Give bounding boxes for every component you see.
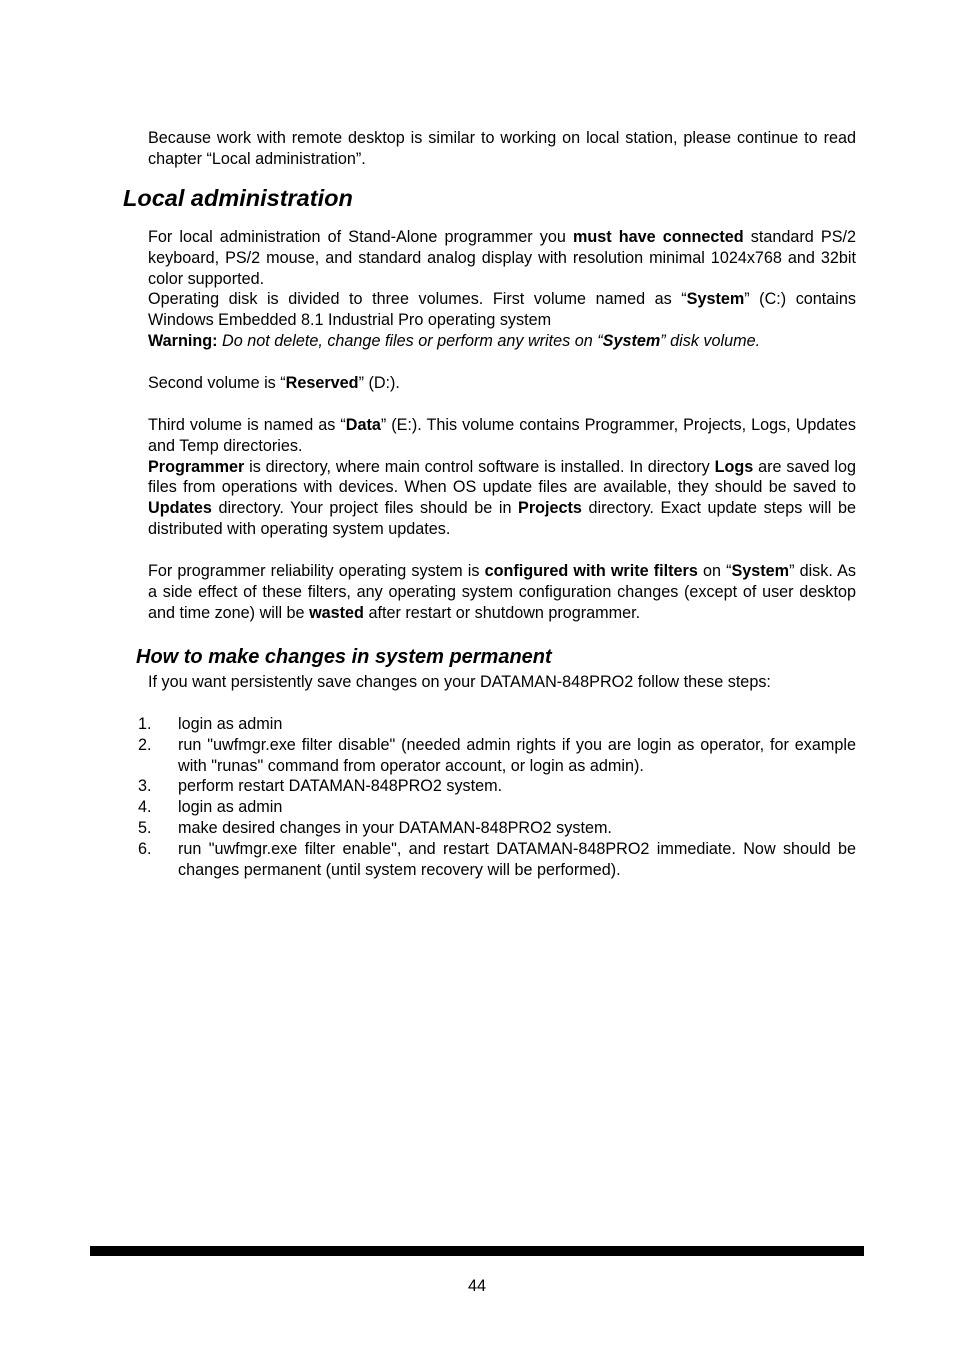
text-span: is directory, where main control software is installed. In directory — [244, 457, 715, 476]
footer-rule — [90, 1246, 864, 1256]
text-span: standard PS/2 keyboard, PS/2 mouse, and standard analog display with resolution minimal 1024x768 and 32bit color supported. — [148, 228, 856, 288]
text-span: on “ — [697, 562, 732, 580]
text-span: are saved log files from operations with devices. When OS update files are available, they should be saved to — [148, 457, 857, 497]
emphasis-data: Data — [345, 416, 381, 434]
emphasis-updates: Updates — [148, 499, 212, 518]
emphasis-logs: Logs — [714, 457, 754, 476]
step-text: login as admin — [178, 798, 283, 817]
emphasis-programmer: Programmer — [148, 457, 245, 476]
step-text: make desired changes in your DATAMAN-848PRO2 system. — [178, 818, 612, 837]
step-text: run "uwfmgr.exe filter disable" (needed admin rights if you are login as operator, for example with "runas" command from operator account, or login as admin). — [178, 735, 856, 775]
connection-requirements-paragraph — [148, 227, 856, 352]
emphasis-wasted: wasted — [309, 603, 364, 622]
step-number: 5. — [138, 818, 152, 837]
step-text: perform restart DATAMAN-848PRO2 system. — [178, 777, 503, 796]
steps-intro-paragraph — [148, 672, 856, 693]
emphasis-system: System — [731, 562, 790, 580]
step-number: 6. — [138, 839, 152, 858]
list-item — [138, 776, 856, 797]
text-span: directory. Your project files should be in — [211, 499, 519, 518]
text-span: directory. Exact update steps will be distributed with operating system updates. — [148, 499, 857, 538]
step-number: 2. — [138, 735, 152, 754]
warning-text — [218, 332, 761, 350]
text-span: For programmer reliability operating system is — [148, 562, 485, 580]
text-span: For local administration of Stand-Alone programmer you — [148, 228, 573, 246]
page-number: 44 — [467, 1277, 486, 1295]
emphasis-must-have-connected: must have connected — [572, 228, 744, 246]
subsection-heading-permanent-changes: How to make changes in system permanent — [136, 646, 552, 668]
intro-text: Because work with remote desktop is similar to working on local station, please continue to read chapter “Local administration”. — [148, 129, 856, 168]
emphasis-system: System — [602, 331, 661, 350]
emphasis-configured-with-write-filters: configured with write filters — [484, 562, 698, 580]
text-span: Second volume is “ — [148, 374, 286, 392]
second-volume-paragraph — [148, 373, 856, 394]
section-heading-local-administration: Local administration — [123, 185, 353, 211]
list-item — [138, 797, 856, 818]
text-span: after restart or shutdown programmer. — [363, 603, 641, 622]
step-text: run "uwfmgr.exe filter enable", and restart DATAMAN-848PRO2 immediate. Now should be changes permanent (until system recovery will be performed). — [178, 839, 856, 879]
text-span: ” disk. As a side effect of these filters, any operating system configuration changes (except of user desktop and time zone) will be — [148, 562, 856, 622]
list-item — [138, 839, 856, 881]
steps-list — [138, 714, 856, 880]
emphasis-reserved: Reserved — [285, 374, 359, 392]
text-span: ” (D:). — [358, 374, 400, 392]
step-number: 4. — [138, 798, 152, 817]
text-span: ” disk volume. — [660, 331, 761, 350]
list-item — [138, 714, 856, 735]
step-number: 3. — [138, 777, 152, 796]
third-volume-paragraph — [148, 415, 856, 540]
emphasis-system: System — [686, 290, 745, 309]
list-item — [138, 818, 856, 839]
step-text: login as admin — [178, 715, 283, 733]
text-span: If you want persistently save changes on your DATAMAN-848PRO2 follow these steps: — [148, 673, 771, 691]
emphasis-projects: Projects — [518, 499, 582, 518]
text-span: Operating disk is divided to three volumes. First volume named as “ — [148, 290, 687, 309]
reliability-paragraph — [148, 561, 856, 623]
text-span: Do not delete, change files or perform any writes on “ — [217, 331, 603, 350]
intro-paragraph — [148, 128, 856, 170]
text-span: ” (C:) contains Windows Embedded 8.1 Industrial Pro operating system — [148, 290, 856, 330]
step-number: 1. — [138, 715, 152, 733]
list-item — [138, 735, 856, 777]
text-span: Third volume is named as “ — [148, 416, 346, 434]
warning-label: Warning: — [148, 331, 218, 350]
text-span: ” (E:). This volume contains Programmer, Projects, Logs, Updates and Temp directories. — [148, 416, 856, 455]
